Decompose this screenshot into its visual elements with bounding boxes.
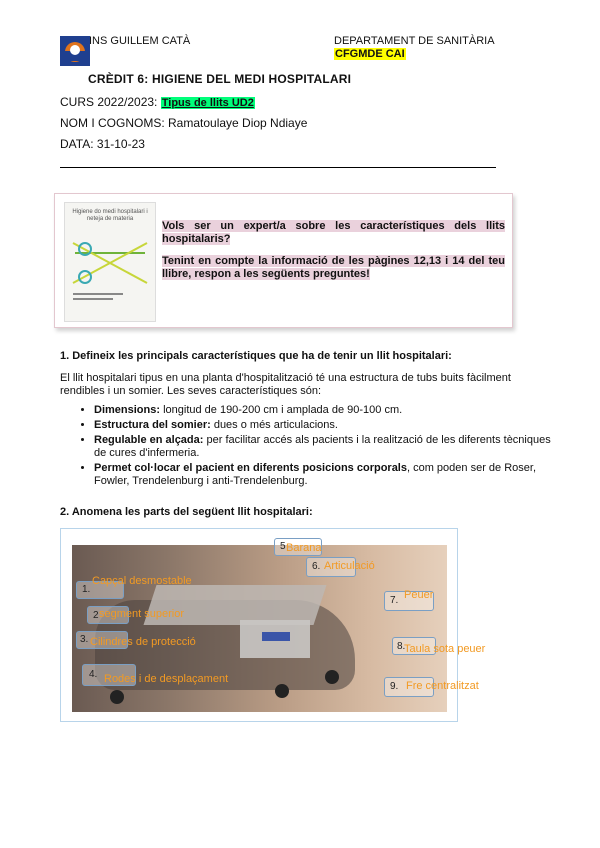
label-number: 1. — [82, 584, 91, 595]
section1-heading: 1. Defineix les principals característiques que ha de tenir un llit hospitalari: — [60, 350, 452, 362]
course-line — [60, 95, 255, 109]
wheel-icon — [325, 670, 339, 684]
label-answer[interactable]: Rodes i de desplaçament — [104, 673, 229, 685]
label-number: 6. — [312, 561, 321, 572]
characteristics-list — [60, 404, 554, 490]
label-answer[interactable]: Fre centralitzat — [406, 680, 479, 692]
divider — [60, 167, 496, 168]
student-name: NOM I COGNOMS: Ramatoulaye Diop Ndiaye — [60, 116, 308, 130]
label-answer[interactable]: Taula sota peuer — [404, 643, 486, 655]
wheel-icon — [110, 690, 124, 704]
book-cover-title: Higiene do medi hospitalari i neteja de materia — [72, 209, 148, 222]
label-number: 8. — [397, 641, 406, 652]
label-answer[interactable]: Barana — [286, 542, 322, 554]
label-answer[interactable]: Articulació — [324, 560, 375, 572]
label-number: 3. — [80, 634, 89, 645]
label-number: 2 — [93, 610, 99, 621]
label-answer[interactable]: Capçal desmostable — [92, 575, 192, 587]
label-number: 5 — [280, 541, 286, 552]
page-title: CRÈDIT 6: HIGIENE DEL MEDI HOSPITALARI — [88, 72, 352, 86]
label-answer[interactable]: Cilindres de protecció — [90, 636, 196, 648]
label-number: 7. — [390, 595, 399, 606]
section1-paragraph: El llit hospitalari tipus en una planta d'hospitalització té una estructura de tubs buits fàcilment rendibles i un somier. Les seves característiques són: — [60, 372, 511, 397]
scissors-illustration-icon — [65, 223, 155, 313]
list-item: • Dimensions: longitud de 190-200 cm i amplada de 90-100 cm. — [94, 404, 554, 417]
label-number: 4. — [89, 669, 98, 680]
book-cover-image — [64, 202, 156, 322]
label-number: 9. — [390, 681, 399, 692]
course-topic: Tipus de llits UD2 — [161, 97, 254, 109]
date-line: DATA: 31-10-23 — [60, 137, 145, 151]
wheel-icon — [275, 684, 289, 698]
control-panel-shape — [262, 632, 290, 641]
list-item: • Regulable en alçada: per facilitar accés als pacients i la realització de les diferents tècniques de cures d'infermeria. — [94, 434, 554, 460]
course-label: CURS 2022/2023: — [60, 95, 158, 109]
list-item: • Estructura del somier: dues o més articulacions. — [94, 419, 554, 432]
label-answer[interactable]: segment superior — [99, 608, 184, 620]
label-answer[interactable]: Peuer — [404, 589, 434, 601]
school-name: INS GUILLEM CATÀ — [89, 35, 191, 47]
callout-question: Vols ser un expert/a sobre les característiques dels llits hospitalaris? — [162, 220, 505, 245]
section2-heading: 2. Anomena les parts del següent llit hospitalari: — [60, 506, 313, 518]
callout-instruction: Tenint en compte la informació de les pàgines 12,13 i 14 del teu llibre, respon a les següents preguntes! — [162, 255, 505, 280]
department-name: DEPARTAMENT DE SANITÀRIA — [334, 35, 495, 47]
list-item: • Permet col·locar el pacient en diferents posicions corporals, com poden ser de Roser, Fowler, Trendelenburg i anti-Trendelenburg. — [94, 462, 554, 488]
cycle-badge: CFGMDE CAI — [335, 48, 405, 60]
school-logo — [60, 36, 90, 66]
